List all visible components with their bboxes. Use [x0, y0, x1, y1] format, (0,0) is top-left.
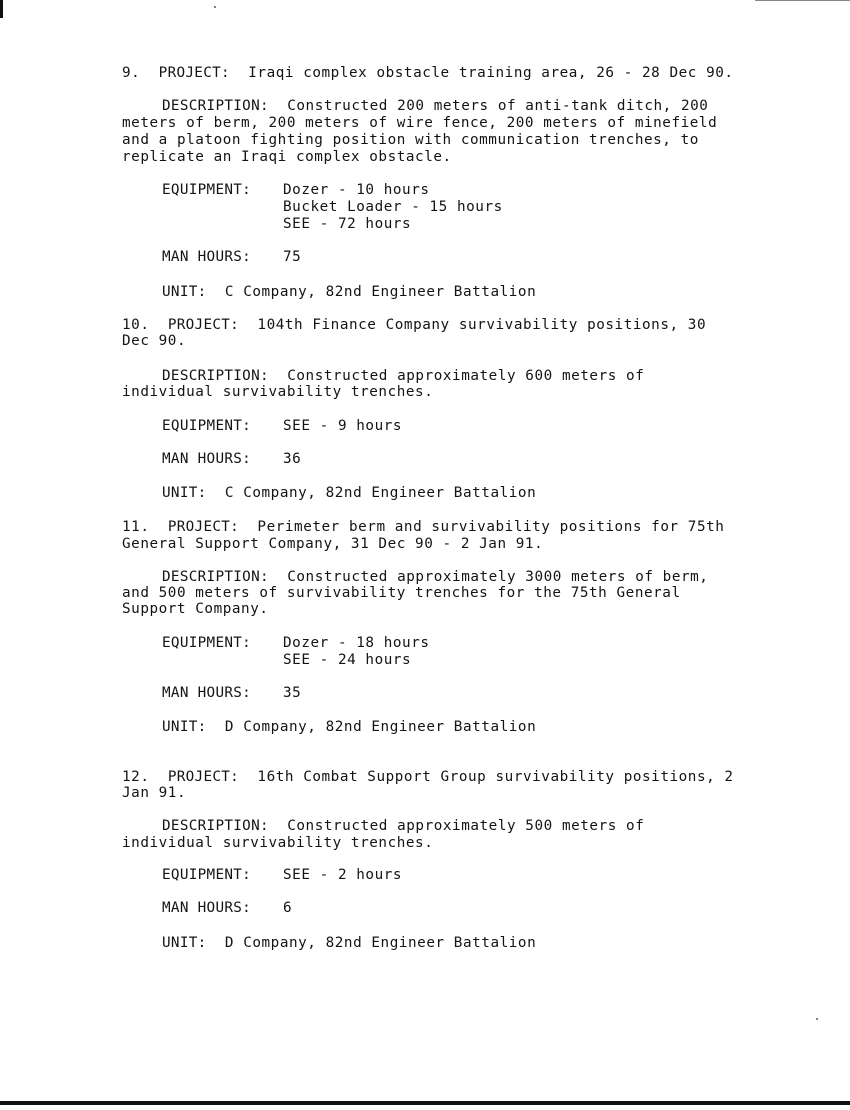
scan-speck	[816, 1018, 818, 1020]
man-hours-value: 75	[283, 249, 302, 265]
project-line: General Support Company, 31 Dec 90 - 2 Jan 91.	[122, 536, 544, 552]
project-line: 12. PROJECT: 16th Combat Support Group survivability positions, 2	[122, 769, 734, 785]
equipment-label: EQUIPMENT:	[162, 635, 252, 651]
scan-speck	[214, 6, 216, 8]
equipment-entry: SEE - 9 hours	[283, 418, 403, 434]
equipment-entry: SEE - 72 hours	[283, 216, 412, 232]
equipment-entry: Dozer - 10 hours	[283, 182, 430, 198]
scan-edge-mark	[0, 0, 3, 18]
project-line: 11. PROJECT: Perimeter berm and survivability positions for 75th	[122, 519, 725, 535]
description-line: DESCRIPTION: Constructed approximately 3000 meters of berm,	[162, 569, 709, 585]
description-line: DESCRIPTION: Constructed approximately 600 meters of	[162, 368, 645, 384]
description-line: Support Company.	[122, 601, 269, 617]
man-hours-label: MAN HOURS:	[162, 249, 252, 265]
description-line: replicate an Iraqi complex obstacle.	[122, 149, 452, 165]
man-hours-value: 36	[283, 451, 302, 467]
equipment-entry: SEE - 24 hours	[283, 652, 412, 668]
equipment-entry: Bucket Loader - 15 hours	[283, 199, 503, 215]
equipment-entry: SEE - 2 hours	[283, 867, 403, 883]
equipment-label: EQUIPMENT:	[162, 182, 252, 198]
project-line: 9. PROJECT: Iraqi complex obstacle training area, 26 - 28 Dec 90.	[122, 65, 734, 81]
description-line: DESCRIPTION: Constructed 200 meters of anti-tank ditch, 200	[162, 98, 709, 114]
description-line: DESCRIPTION: Constructed approximately 500 meters of	[162, 818, 645, 834]
unit-line: UNIT: D Company, 82nd Engineer Battalion	[162, 935, 537, 951]
man-hours-value: 6	[283, 900, 293, 916]
equipment-entry: Dozer - 18 hours	[283, 635, 430, 651]
unit-line: UNIT: D Company, 82nd Engineer Battalion	[162, 719, 537, 735]
man-hours-label: MAN HOURS:	[162, 685, 252, 701]
scan-bottom-border	[0, 1101, 850, 1105]
man-hours-label: MAN HOURS:	[162, 900, 252, 916]
description-line: and a platoon fighting position with communication trenches, to	[122, 132, 699, 148]
project-line: 10. PROJECT: 104th Finance Company survivability positions, 30	[122, 317, 707, 333]
man-hours-value: 35	[283, 685, 302, 701]
scan-edge-mark	[755, 0, 850, 1]
description-line: individual survivability trenches.	[122, 835, 434, 851]
description-line: individual survivability trenches.	[122, 384, 434, 400]
equipment-label: EQUIPMENT:	[162, 867, 252, 883]
description-line: meters of berm, 200 meters of wire fence, 200 meters of minefield	[122, 115, 718, 131]
equipment-label: EQUIPMENT:	[162, 418, 252, 434]
man-hours-label: MAN HOURS:	[162, 451, 252, 467]
project-line: Jan 91.	[122, 785, 187, 801]
unit-line: UNIT: C Company, 82nd Engineer Battalion	[162, 284, 537, 300]
description-line: and 500 meters of survivability trenches for the 75th General	[122, 585, 681, 601]
project-line: Dec 90.	[122, 333, 187, 349]
unit-line: UNIT: C Company, 82nd Engineer Battalion	[162, 485, 537, 501]
